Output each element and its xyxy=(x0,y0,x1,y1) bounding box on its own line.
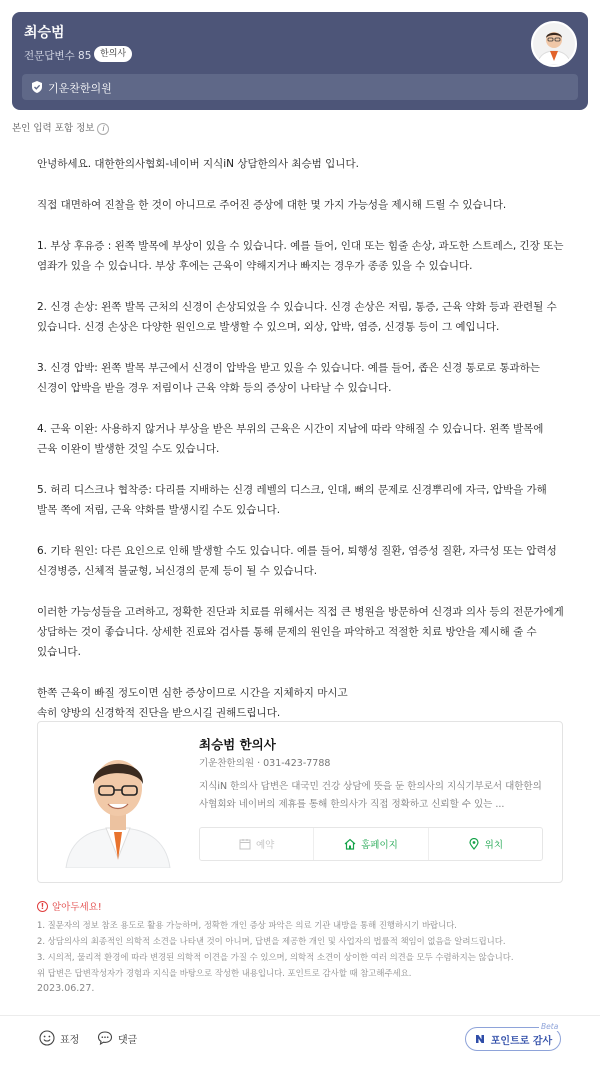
warning-icon: ! xyxy=(37,901,48,912)
includes-personal-info-note xyxy=(12,120,109,135)
map-pin-icon xyxy=(468,838,480,850)
profile-clinic-phone: 기운찬한의원 · 031-423-7788 xyxy=(199,758,331,769)
doctor-header-card xyxy=(12,12,588,110)
beta-tag: Beta xyxy=(541,1022,559,1031)
answer-paragraph: 속히 양방의 신경학적 진단을 받으시길 권해드립니다. xyxy=(37,707,281,719)
clinic-bar[interactable] xyxy=(22,74,578,100)
answer-paragraph: 1. 부상 후유증 : 왼쪽 발목에 부상이 있을 수 있습니다. 예를 들어, 인대 또는 힘줄 손상, 과도한 스트레스, 긴장 또는 염좌가 있을 수 있습니다. 부상 후에는 근육이 약해지거나 빠지는 경우가 종종 있을 수 있습니다. xyxy=(37,240,564,272)
comment-icon xyxy=(97,1030,113,1046)
profile-description: 지식iN 한의사 답변은 대국민 건강 상담에 뜻을 둔 한의사의 지식기부로서 대한한의사협회와 네이버의 제휴를 통해 한의사가 직접 정확하고 신뢰할 수 있는 ... xyxy=(199,781,542,810)
clinic-name: 기운찬한의원 xyxy=(48,82,112,95)
notice-line: 위 답변은 답변작성자가 경험과 지식을 바탕으로 작성한 내용입니다. 포인트로 감사할 때 참고해주세요. xyxy=(37,968,412,978)
answer-body xyxy=(37,154,565,723)
answer-paragraph: 안녕하세요. 대한한의사협회-네이버 지식iN 상담한의사 최승범 입니다. xyxy=(37,158,359,170)
reserve-button[interactable] xyxy=(200,828,314,860)
answer-paragraph: 3. 신경 압박: 왼쪽 발목 부근에서 신경이 압박을 받고 있을 수 있습니다. 예를 들어, 좁은 신경 통로로 통과하는 신경이 압박을 받을 경우 저림이나 근육 약화 등의 증상이 나타날 수 있습니다. xyxy=(37,362,540,394)
calendar-icon xyxy=(239,838,251,850)
avatar[interactable] xyxy=(531,21,577,67)
location-button[interactable] xyxy=(429,828,542,860)
notice-line: 2. 상담의사의 최종적인 의학적 소견을 나타낸 것이 아니며, 답변을 제공한 개인 및 사업자의 법률적 책임이 없음을 알려드립니다. xyxy=(37,936,506,946)
location-label: 위치 xyxy=(484,840,503,851)
answer-date: 2023.06.27. xyxy=(37,983,95,994)
answer-paragraph: 4. 근육 이완: 사용하지 않거나 부상을 받은 부위의 근육은 시간이 지남에 따라 약해질 수 있습니다. 왼쪽 발목에 근육 이완이 발생한 것일 수도 있습니다. xyxy=(37,423,544,455)
smile-icon xyxy=(39,1030,55,1046)
profile-actions xyxy=(199,827,543,861)
role-badge: 한의사 xyxy=(94,46,132,62)
answer-paragraph: 직접 대면하여 진찰을 한 것이 아니므로 주어진 증상에 대한 몇 가지 가능성을 제시해 드릴 수 있습니다. xyxy=(37,199,507,211)
notice-line: 1. 질문자의 정보 참조 용도로 활용 가능하며, 정확한 개인 증상 파악은 의료 기관 내방을 통해 진행하시기 바랍니다. xyxy=(37,920,457,930)
comment-label: 댓글 xyxy=(118,1034,138,1046)
home-icon xyxy=(344,838,356,850)
answer-paragraph: 이러한 가능성들을 고려하고, 정확한 진단과 치료를 위해서는 직접 큰 병원을 방문하여 신경과 의사 등의 전문가에게 상담하는 것이 좋습니다. 상세한 진료와 검사를 통해 문제의 원인을 파악하고 적절한 치료 방안을 제시해 줄 수 있습니다. xyxy=(37,606,564,658)
doctor-profile-photo[interactable] xyxy=(58,736,178,868)
answer-paragraph: 2. 신경 손상: 왼쪽 발목 근처의 신경이 손상되었을 수 있습니다. 신경 손상은 저림, 통증, 근육 약화 등과 관련될 수 있습니다. 신경 손상은 다양한 원인으로 발생할 수 있으며, 외상, 압박, 염증, 신경통 등이 그 예입니다. xyxy=(37,301,557,333)
notice-title-text: 알아두세요! xyxy=(52,902,102,913)
answer-paragraph: 5. 허리 디스크나 협착증: 다리를 지배하는 신경 레벨의 디스크, 인대, 뼈의 문제로 신경뿌리에 자극, 압박을 가해 발목 쪽에 저림, 근육 약화를 발생시킬 수도 있습니다. xyxy=(37,484,547,516)
reserve-label: 예약 xyxy=(255,840,275,851)
includes-info-label: 본인 입력 포함 정보 xyxy=(12,123,95,134)
doctor-name[interactable]: 최승범 xyxy=(24,25,65,41)
answer-paragraph: 6. 기타 원인: 다른 요인으로 인해 발생할 수도 있습니다. 예를 들어, 퇴행성 질환, 염증성 질환, 자극성 또는 압력성 신경병증, 신체적 불균형, 뇌신경의 문제 등이 될 수 있습니다. xyxy=(37,545,557,577)
emoji-label: 표정 xyxy=(60,1034,80,1046)
notice-section xyxy=(37,899,565,981)
comment-button[interactable] xyxy=(97,1030,137,1046)
expert-answer-count: 전문답변수 85 xyxy=(24,50,92,62)
footer-divider xyxy=(0,1015,600,1016)
points-label: 포인트로 감사 xyxy=(490,1035,553,1047)
doctor-avatar-image xyxy=(533,23,575,65)
profile-doctor-name[interactable]: 최승범 한의사 xyxy=(199,737,276,752)
notice-title xyxy=(37,899,565,913)
notice-line: 3. 시의적, 물리적 환경에 따라 변경된 의학적 이견을 가질 수 있으며, 의학적 소견이 상이한 여러 의견을 모두 수렴하지는 않습니다. xyxy=(37,952,514,962)
homepage-button[interactable] xyxy=(314,828,428,860)
doctor-photo-image xyxy=(58,736,178,868)
answer-paragraph: 한쪽 근육이 빠질 정도이면 심한 증상이므로 시간을 지체하지 마시고 xyxy=(37,687,348,699)
emoji-reaction-button[interactable] xyxy=(39,1030,79,1046)
naver-n-icon xyxy=(474,1033,486,1045)
notice-lines xyxy=(37,917,565,981)
shield-check-icon xyxy=(30,80,44,94)
doctor-profile-card xyxy=(37,721,563,883)
info-icon[interactable]: i xyxy=(97,123,109,135)
homepage-label: 홈페이지 xyxy=(361,840,398,851)
